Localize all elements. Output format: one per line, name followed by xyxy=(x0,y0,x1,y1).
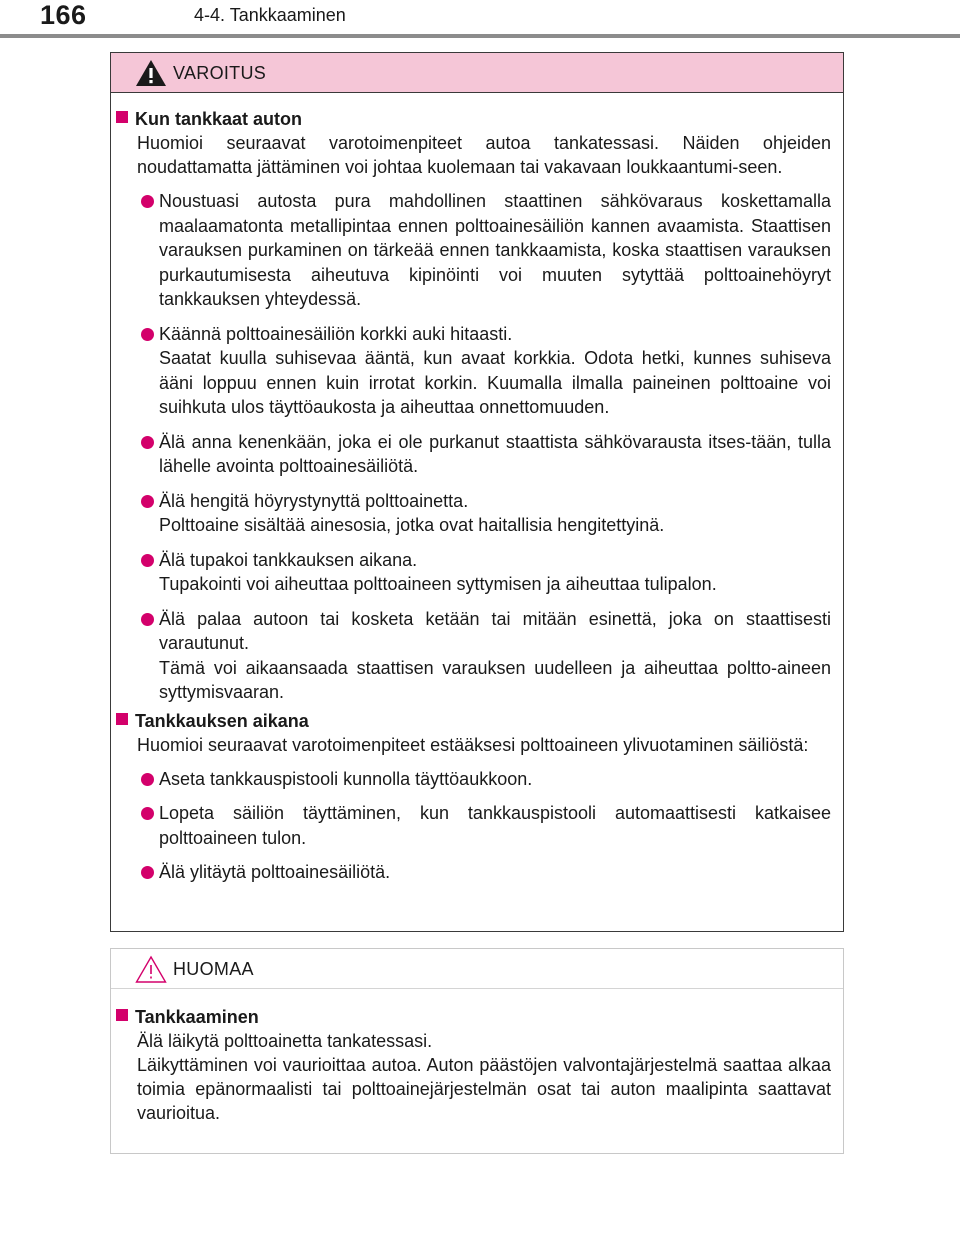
list-item xyxy=(111,548,835,597)
list-item xyxy=(111,189,835,312)
bullet-dot-icon xyxy=(141,613,154,626)
list-item xyxy=(111,489,835,538)
section-title: Kun tankkaat auton xyxy=(135,109,303,129)
section-title: 4-4. Tankkaaminen xyxy=(194,5,346,25)
page-header xyxy=(0,0,960,40)
bullet-text: Aseta tankkauspistooli kunnolla täyttöaukkoon. xyxy=(159,768,533,789)
warning-section-during xyxy=(111,709,835,757)
section-title: Tankkauksen aikana xyxy=(135,710,309,731)
bullet-dot-icon xyxy=(141,436,154,449)
note-text: Älä läikytä polttoainetta tankatessasi. xyxy=(137,1031,433,1051)
note-section-refuel xyxy=(111,1005,835,1125)
bullet-dot-icon xyxy=(141,195,154,208)
warning-box xyxy=(110,52,844,932)
header-rule xyxy=(0,34,960,38)
note-box xyxy=(110,948,844,1154)
bullet-dot-icon xyxy=(141,807,154,820)
note-label: HUOMAA xyxy=(173,959,254,979)
bullet-text: Noustuasi autosta pura mahdollinen staattinen sähkövaraus koskettamalla maalaamatonta metallipintaa ennen polttoainesäiliön kannen avaamista. Staattisen varauksen purkaminen on tärkeää ennen tankkaamista, koska staattisen varauksen purkautumisesta aiheutuva kipinöinti voi muuten sytyttää polttoainehöyryt tankkauksen yhteydessä. xyxy=(159,191,831,309)
section-square-icon xyxy=(116,713,128,725)
section-intro: Huomioi seuraavat varotoimenpiteet estääksesi polttoaineen ylivuotaminen säiliöstä: xyxy=(137,734,809,755)
bullet-text: Tupakointi voi aiheuttaa polttoaineen syttymisen ja aiheuttaa tulipalon. xyxy=(159,574,717,594)
bullet-text: Älä ylitäytä polttoainesäiliötä. xyxy=(159,862,391,882)
warning-section-refuel xyxy=(111,107,835,179)
section-square-icon xyxy=(116,111,128,123)
list-item xyxy=(111,322,835,420)
bullet-text: Älä anna kenenkään, joka ei ole purkanut staattista sähkövarausta itses-tään, tulla lähelle avointa polttoainesäiliötä. xyxy=(159,431,831,476)
page-number: 166 xyxy=(40,0,87,30)
bullet-dot-icon xyxy=(141,328,154,341)
bullet-dot-icon xyxy=(141,773,154,786)
list-item xyxy=(111,430,835,479)
list-item xyxy=(111,607,835,705)
bullet-text: Älä hengitä höyrystynyttä polttoainetta. xyxy=(159,490,469,511)
bullet-text: Älä tupakoi tankkauksen aikana. xyxy=(159,549,418,570)
note-header xyxy=(111,949,843,989)
section-title: Tankkaaminen xyxy=(135,1007,259,1027)
caution-triangle-icon xyxy=(135,955,167,983)
list-item xyxy=(111,860,835,885)
warning-header xyxy=(111,53,843,93)
bullet-dot-icon xyxy=(141,554,154,567)
warning-label: VAROITUS xyxy=(173,63,267,83)
bullet-text: Polttoaine sisältää ainesosia, jotka ovat haitallisia hengitettyinä. xyxy=(159,515,665,535)
warning-triangle-icon xyxy=(135,59,167,87)
list-item xyxy=(111,801,835,850)
section-square-icon xyxy=(116,1009,128,1021)
note-text: Läikyttäminen voi vaurioittaa autoa. Auton päästöjen valvontajärjestelmä saattaa alkaa toimia epänormaalisti tai polttoainejärjestelmän osat tai auton maalipinta saattavat vaurioitua. xyxy=(137,1055,831,1123)
bullet-dot-icon xyxy=(141,866,154,879)
bullet-text: Tämä voi aikaansaada staattisen varauksen uudelleen ja aiheuttaa poltto-aineen syttymisvaaran. xyxy=(159,657,831,702)
bullet-text: Lopeta säiliön täyttäminen, kun tankkauspistooli automaattisesti katkaisee polttoaineen tulon. xyxy=(159,803,831,848)
list-item xyxy=(111,767,835,792)
bullet-text: Käännä polttoainesäiliön korkki auki hitaasti. xyxy=(159,323,513,344)
bullet-text: Saatat kuulla suhisevaa ääntä, kun avaat korkkia. Odota hetki, kunnes suhiseva ääni loppuu ennen kuin irrotat korkin. Kuumalla ilmalla paineinen polttoaine voi suihkuta ulos täyttöaukosta ja aiheuttaa onnettomuuden. xyxy=(159,348,831,417)
bullet-dot-icon xyxy=(141,495,154,508)
section-intro: Huomioi seuraavat varotoimenpiteet autoa tankatessasi. Näiden ohjeiden noudattamatta jättäminen voi johtaa kuolemaan tai vakavaan loukkaantumi-seen. xyxy=(137,133,831,177)
bullet-text: Älä palaa autoon tai kosketa ketään tai mitään esinettä, joka on staattisesti varautunut. xyxy=(159,608,831,653)
